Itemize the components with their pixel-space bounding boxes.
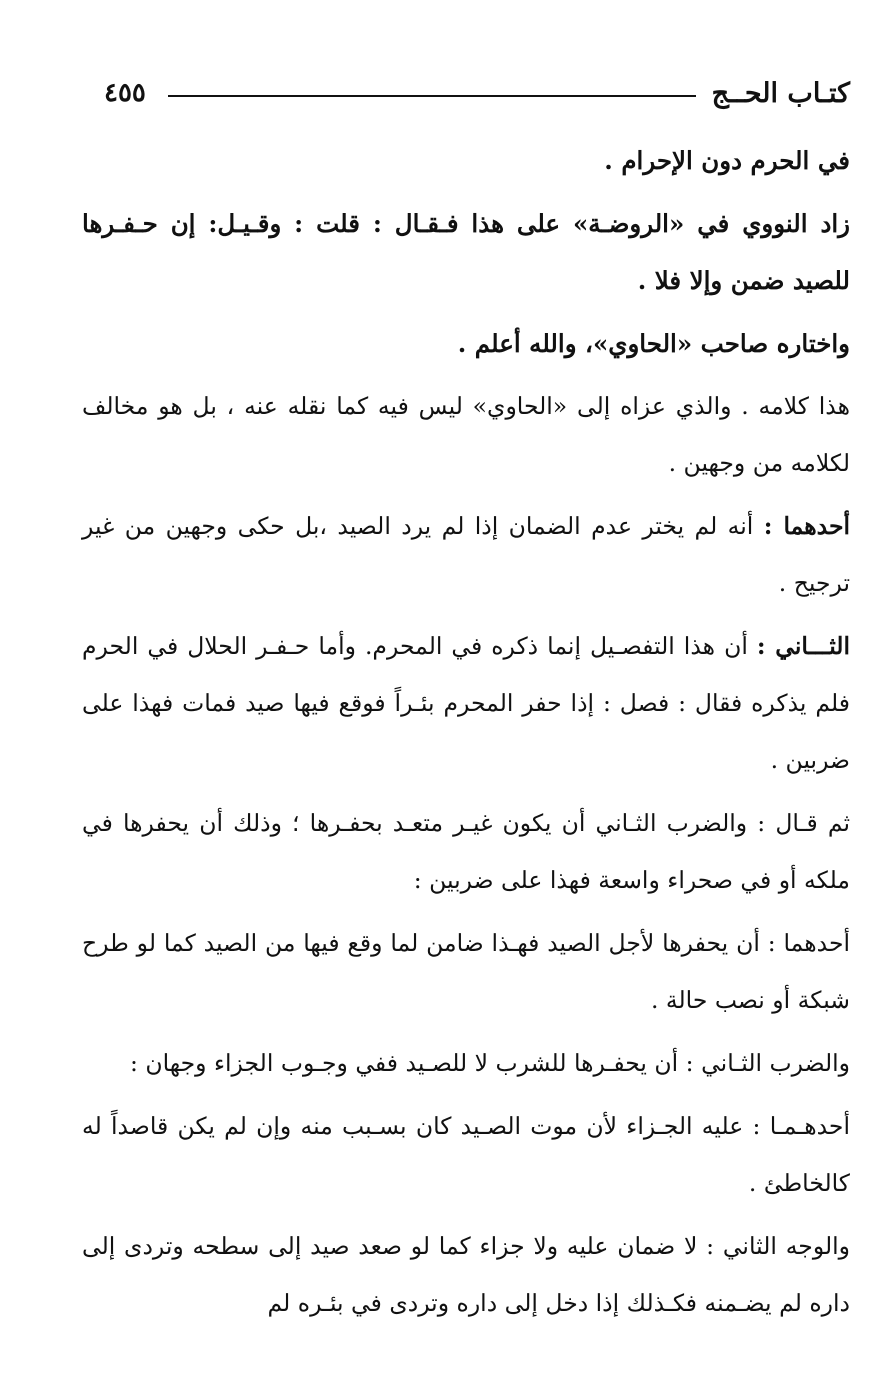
paragraph-7 <box>82 795 850 909</box>
page-body <box>82 132 850 1332</box>
paragraph-2 <box>82 195 850 309</box>
paragraph-text: واختاره صاحب «الحاوي»، والله أعلم . <box>457 329 850 358</box>
paragraph-text: أحدهـمـا : عليه الجـزاء لأن موت الصـيد كان بسـبب منه وإن لم يكن قاصداً له كالخاطئ . <box>82 1112 850 1197</box>
paragraph-8 <box>82 915 850 1029</box>
paragraph-3 <box>82 315 850 372</box>
paragraph-6 <box>82 618 850 789</box>
paragraph-5 <box>82 498 850 612</box>
paragraph-9 <box>82 1035 850 1092</box>
running-header <box>82 70 850 116</box>
page-number: ٤٥٥ <box>104 78 146 108</box>
book-title: كتـاب الحــج <box>711 77 850 109</box>
paragraph-text: والوجه الثاني : لا ضمان عليه ولا جزاء كما لو صعد صيد إلى سطحه وتردى إلى داره لم يضـمنه فكـذلك إذا دخل إلى داره وتردى في بئـره لم <box>82 1232 850 1317</box>
paragraph-text: أحدهما : أن يحفرها لأجل الصيد فهـذا ضامن لما وقع فيها من الصيد كما لو طرح شبكة أو نصب حالة . <box>82 929 850 1014</box>
book-page <box>82 70 850 1338</box>
paragraph-text: والضرب الثـاني : أن يحفـرها للشرب لا للصـيد ففي وجـوب الجزاء وجهان : <box>129 1049 850 1077</box>
paragraph-10 <box>82 1098 850 1212</box>
paragraph-lead: الثـــاني : <box>756 632 850 660</box>
paragraph-lead: أحدهما : <box>763 512 851 540</box>
header-rule <box>168 95 696 97</box>
paragraph-text: هذا كلامه . والذي عزاه إلى «الحاوي» ليس فيه كما نقله عنه ، بل هو مخالف لكلامه من وجهين . <box>82 392 850 477</box>
paragraph-11 <box>82 1218 850 1332</box>
paragraph-1 <box>82 132 850 189</box>
paragraph-text: ثم قـال : والضرب الثـاني أن يكون غيـر متعـد بحفـرها ؛ وذلك أن يحفرها في ملكه أو في صحراء واسعة فهذا على ضربين : <box>82 809 850 894</box>
paragraph-text: زاد النووي في «الروضـة» على هذا فـقـال : قلت : وقـيـل: إن حـفـرها للصيد ضمن وإلا فلا . <box>82 209 850 295</box>
paragraph-text: أن هذا التفصـيل إنما ذكره في المحرم. وأما حـفـر الحلال في الحرم فلم يذكره فقال : فصل : إذا حفر المحرم بئـراً فوقع فيها صيد فمات فهذا على ضربين . <box>82 632 850 774</box>
paragraph-text: أنه لم يختر عدم الضمان إذا لم يرد الصيد ،بل حكى وجهين من غير ترجيح . <box>82 512 850 597</box>
paragraph-4 <box>82 378 850 492</box>
paragraph-text: في الحرم دون الإحرام . <box>604 146 850 175</box>
